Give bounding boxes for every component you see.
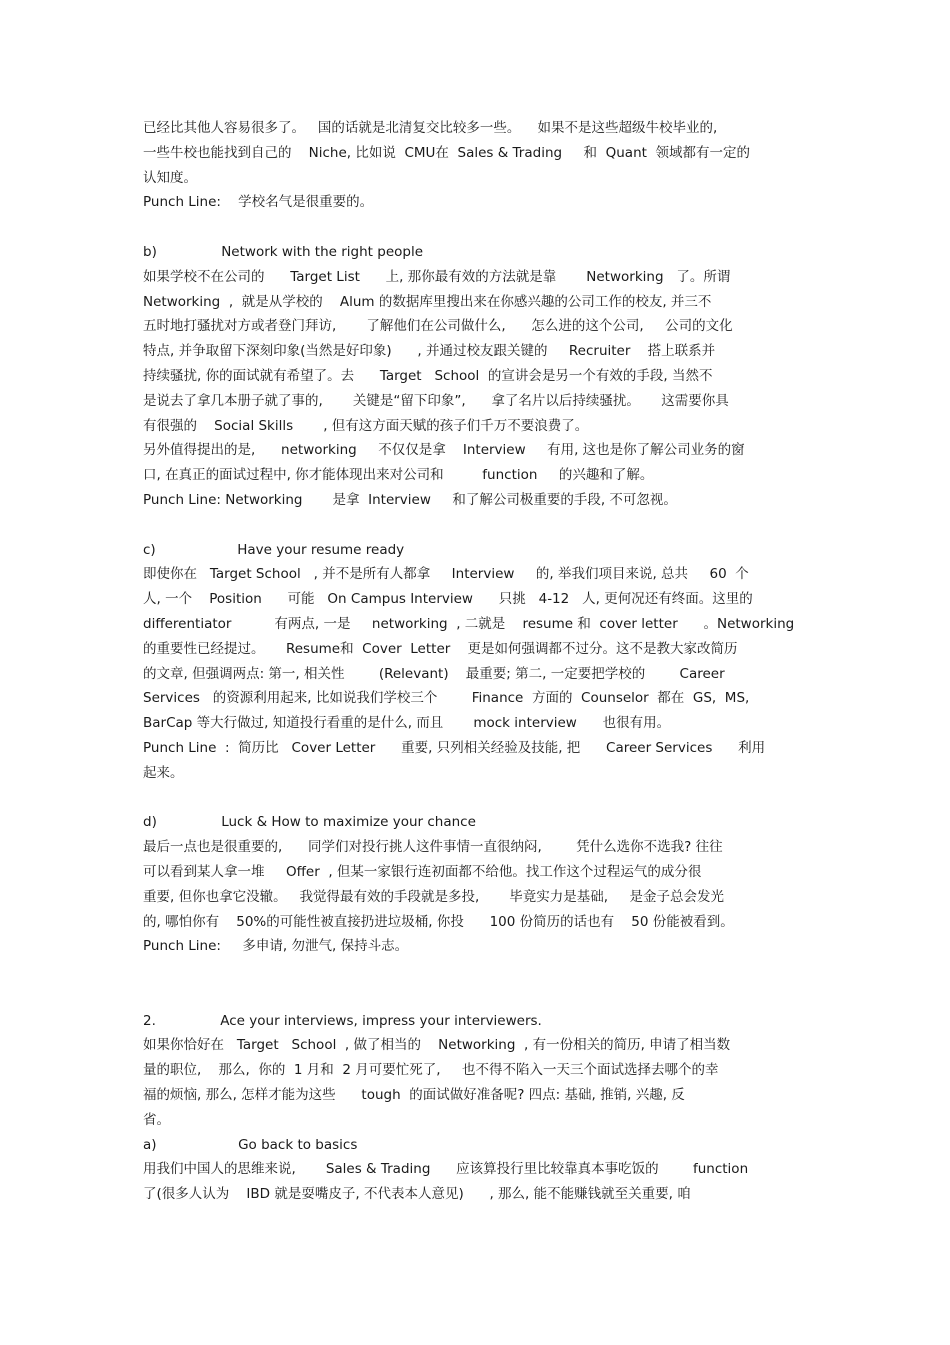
text-line: 用我们中国人的思维来说, Sales & Trading 应该算投行里比较靠真本事吃饭的 function	[143, 1161, 749, 1178]
text-line: 持续骚扰, 你的面试就有希望了。去 Target School 的宣讲会是另一个有效的手段, 当然不	[143, 367, 713, 384]
text-line: BarCap 等大行做过, 知道投行看重的是什么, 而且 mock interview 也很有用。	[143, 715, 671, 732]
text-line: 口, 在真正的面试过程中, 你才能体现出来对公司和 function 的兴趣和了解。	[143, 467, 654, 484]
text-line: 如果学校不在公司的 Target List 上, 那你最有效的方法就是靠 Networking 了。所谓	[143, 268, 731, 285]
text-line: Punch Line: 学校名气是很重要的。	[143, 194, 374, 211]
text-line: 的, 哪怕你有 50%的可能性被直接扔进垃圾桶, 你投 100 份简历的话也有 50 份能被看到。	[143, 913, 734, 930]
text-line: 起来。	[143, 764, 184, 781]
text-line: 了(很多人认为 IBD 就是耍嘴皮子, 不代表本人意见) , 那么, 能不能赚钱就至关重要, 咱	[143, 1186, 691, 1203]
text-line: 即使你在 Target School , 并不是所有人都拿 Interview 的, 举我们项目来说, 总共 60 个	[143, 566, 749, 583]
text-line: 另外值得提出的是, networking 不仅仅是拿 Interview 有用, 这也是你了解公司业务的窗	[143, 442, 745, 459]
text-line: 一些牛校也能找到自己的 Niche, 比如说 CMU在 Sales & Trading 和 Quant 领域都有一定的	[143, 144, 750, 161]
text-line: b) Network with the right people	[143, 243, 424, 260]
blank-line	[143, 215, 813, 240]
text-line: 可以看到某人拿一堆 Offer , 但某一家银行连初面都不给他。找工作这个过程运气的成分很	[143, 863, 702, 880]
text-line: 的重要性已经提过。 Resume和 Cover Letter 更是如何强调都不过分。这不是教大家改简历	[143, 640, 738, 657]
text-line: 有很强的 Social Skills , 但有这方面天赋的孩子们千万不要浪费了。	[143, 417, 589, 434]
text-line: 2. Ace your interviews, impress your interviewers.	[143, 1012, 542, 1029]
document-body	[143, 116, 813, 1207]
text-line: 如果你恰好在 Target School , 做了相当的 Networking , 有一份相关的简历, 申请了相当数	[143, 1037, 731, 1054]
text-line: 人, 一个 Position 可能 On Campus Interview 只挑 4-12 人, 更何况还有终面。这里的	[143, 591, 753, 608]
text-line: 已经比其他人容易很多了。 国的话就是北清复交比较多一些。 如果不是这些超级牛校毕业的,	[143, 120, 718, 136]
text-line: Punch Line : 简历比 Cover Letter 重要, 只列相关经验及技能, 把 Career Services 利用	[143, 739, 766, 756]
text-line: 福的烦恼, 那么, 怎样才能为这些 tough 的面试做好准备呢? 四点: 基础, 推销, 兴趣, 反	[143, 1087, 685, 1104]
blank-line	[143, 959, 813, 984]
blank-line	[143, 786, 813, 811]
text-line: 省。	[143, 1111, 170, 1128]
text-line: Punch Line: Networking 是拿 Interview 和了解公司极重要的手段, 不可忽视。	[143, 491, 677, 508]
text-line: c) Have your resume ready	[143, 541, 405, 558]
text-line: Networking , 就是从学校的 Alum 的数据库里搜出来在你感兴趣的公司工作的校友, 并三不	[143, 293, 712, 310]
text-line: 最后一点也是很重要的, 同学们对投行挑人这件事情一直很纳闷, 凭什么选你不选我? 往往	[143, 839, 723, 856]
text-line: 量的职位, 那么, 你的 1 月和 2 月可要忙死了, 也不得不陷入一天三个面试选择去哪个的幸	[143, 1062, 719, 1079]
text-line: a) Go back to basics	[143, 1136, 358, 1153]
text-line: Punch Line: 多申请, 勿泄气, 保持斗志。	[143, 938, 409, 955]
text-line: 的文章, 但强调两点: 第一, 相关性 (Relevant) 最重要; 第二, 一定要把学校的 Career	[143, 665, 725, 682]
blank-line	[143, 984, 813, 1009]
blank-line	[143, 513, 813, 538]
text-line: 是说去了拿几本册子就了事的, 关键是“留下印象”, 拿了名片以后持续骚扰。 这需要你具	[143, 392, 729, 409]
text-line: 重要, 但你也拿它没辙。 我觉得最有效的手段就是多投, 毕竟实力是基础, 是金子总会发光	[143, 888, 725, 905]
text-line: 五时地打骚扰对方或者登门拜访, 了解他们在公司做什么, 怎么进的这个公司, 公司的文化	[143, 318, 733, 335]
text-line: 认知度。	[143, 169, 197, 186]
text-line: Services 的资源利用起来, 比如说我们学校三个 Finance 方面的 Counselor 都在 GS, MS,	[143, 690, 750, 707]
text-line: differentiator 有两点, 一是 networking , 二就是 resume 和 cover letter 。Networking	[143, 615, 795, 632]
text-line: 特点, 并争取留下深刻印象(当然是好印象) , 并通过校友跟关键的 Recruiter 搭上联系并	[143, 343, 716, 360]
text-line: d) Luck & How to maximize your chance	[143, 814, 476, 831]
